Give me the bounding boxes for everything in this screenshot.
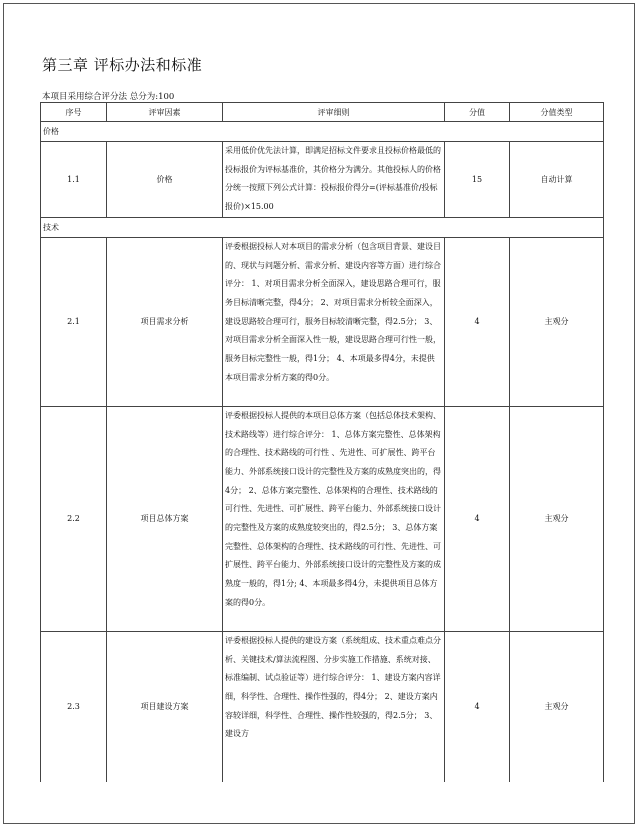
scoring-table (40, 102, 604, 782)
row-detail: 采用低价优先法计算，即满足招标文件要求且投标价格最低的投标报价为评标基准价，其价格分为满分。其他投标人的价格分统一按照下列公式计算：投标报价得分=(评标基准价/投标报价)×15.00 (223, 142, 445, 218)
scoring-method-subtitle: 本项目采用综合评分法 总分为:100 (42, 92, 175, 102)
row-type: 主观分 (510, 406, 604, 631)
row-detail: 评委根据投标人提供的本项目总体方案（包括总体技术架构、技术路线等）进行综合评分： 1、总体方案完整性、总体架构的合理性、技术路线的可行性 、先进性、可扩展性、跨平台能力、外部系统接口设计的完整性及方案的成熟度突出的，得4分； 2、总体方案完整性、总体架构的合理性、技术路线的可行性、先进性、可扩展性、跨平台能力、外部系统接口设计的完整性及方案的成熟度较突出的，得2.5分； 3、总体方案完整性、总体架构的合理性、技术路线的可行性、先进性、可扩展性、跨平台能力、外部系统接口设计的完整性及方案的成熟度一般的，得1分; 4、本项最多得4分，未提供项目总体方案的得0分。 (223, 406, 445, 631)
row-no: 1.1 (41, 142, 107, 218)
row-score: 4 (445, 631, 510, 782)
table-row (41, 406, 604, 631)
row-detail: 评委根据投标人对本项目的需求分析（包含项目背景、建设目的、现状与问题分析、需求分析、建设内容等方面）进行综合评分： 1、对项目需求分析全面深入，建设思路合理可行，服务目标清晰完整，得4分； 2、对项目需求分析较全面深入，建设思路较合理可行，服务目标较清晰完整，得2.5分； 3、对项目需求分析全面深入性一般，建设思路合理可行性一般，服务目标完整性一般，得1分； 4、本项最多得4分，未提供本项目需求分析方案的得0分。 (223, 237, 445, 406)
row-no: 2.1 (41, 237, 107, 406)
header-detail: 评审细则 (223, 103, 445, 122)
row-score: 4 (445, 406, 510, 631)
row-no: 2.3 (41, 631, 107, 782)
row-type: 自动计算 (510, 142, 604, 218)
row-factor: 价格 (107, 142, 223, 218)
chapter-title: 第三章 评标办法和标准 (42, 56, 203, 74)
table-row (41, 237, 604, 406)
table-row (41, 142, 604, 218)
row-type: 主观分 (510, 237, 604, 406)
header-factor: 评审因素 (107, 103, 223, 122)
row-factor: 项目总体方案 (107, 406, 223, 631)
header-type: 分值类型 (510, 103, 604, 122)
section-label: 技术 (41, 217, 604, 237)
row-score: 4 (445, 237, 510, 406)
row-factor: 项目需求分析 (107, 237, 223, 406)
table-header-row (41, 103, 604, 122)
row-factor: 项目建设方案 (107, 631, 223, 782)
row-score: 15 (445, 142, 510, 218)
document-page (3, 3, 635, 824)
section-label: 价格 (41, 122, 604, 142)
header-no: 序号 (41, 103, 107, 122)
table-row (41, 631, 604, 782)
row-no: 2.2 (41, 406, 107, 631)
section-row-price (41, 122, 604, 142)
row-detail: 评委根据投标人提供的建设方案（系统组成、技术重点难点分析、关键技术/算法流程图、分步实施工作措施、系统对接、标准编制、试点验证等）进行综合评分： 1、建设方案内容详细，科学性、合理性、操作性强的，得4分； 2、建设方案内容较详细，科学性、合理性、操作性较强的，得2.5分； 3、建设方 (223, 631, 445, 782)
row-type: 主观分 (510, 631, 604, 782)
section-row-technical (41, 217, 604, 237)
header-score: 分值 (445, 103, 510, 122)
